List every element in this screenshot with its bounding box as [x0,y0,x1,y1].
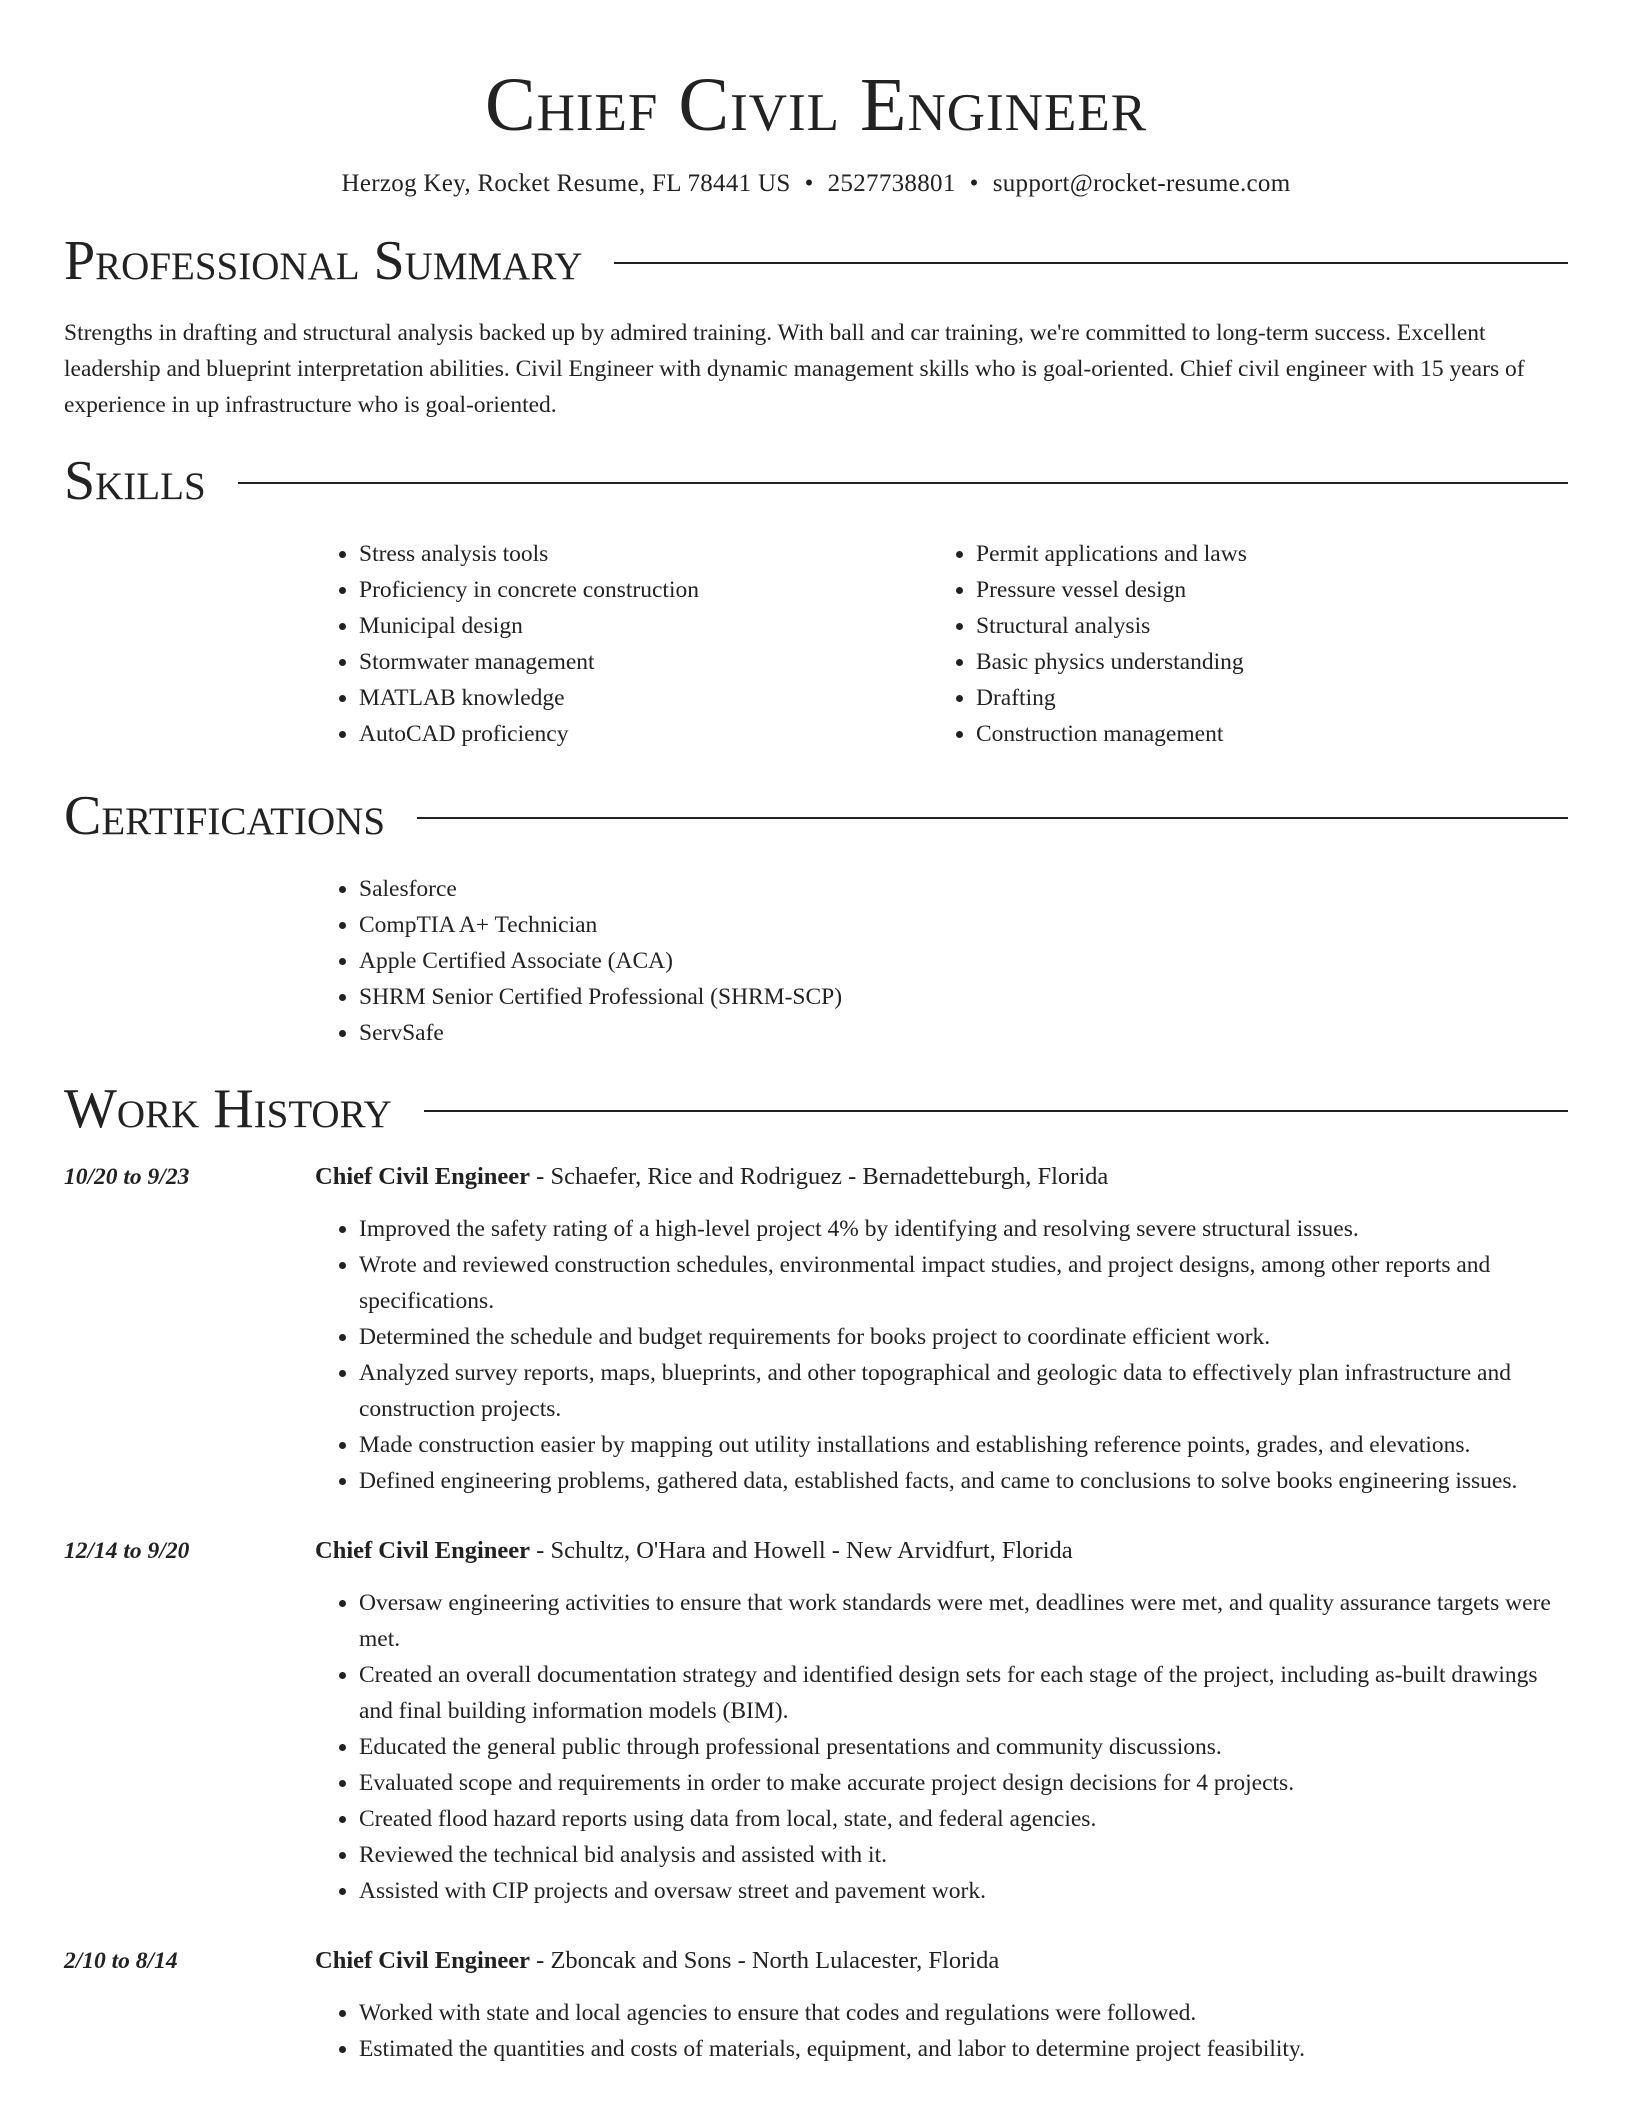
skill-item: • Permit applications and laws [976,536,1549,572]
certification-item: • ServSafe [359,1015,1568,1051]
job-title: Chief Civil Engineer [315,1947,531,1974]
job-bullet: • Evaluated scope and requirements in order to make accurate project design decisions for 4 projects. [359,1765,1568,1801]
job-bullet: • Reviewed the technical bid analysis and assisted with it. [359,1837,1568,1873]
resume-name: Chief Civil Engineer [484,63,1148,147]
skill-item: • Stormwater management [359,644,932,680]
job-bullet: • Improved the safety rating of a high-level project 4% by identifying and resolving severe structural issues. [359,1211,1568,1247]
contact-address: Herzog Key, Rocket Resume, FL 78441 US [341,170,791,197]
job-heading [315,1533,1568,1569]
work-history-heading: Work History [64,1078,392,1140]
job-title: Chief Civil Engineer [315,1537,531,1564]
certification-item: • Apple Certified Associate (ACA) [359,943,1568,979]
skill-item: • Construction management [976,716,1549,752]
skills-list-right [932,536,1549,752]
summary-header [64,227,1568,295]
skill-item: • MATLAB knowledge [359,680,932,716]
job-entry [64,1533,1568,1909]
skill-item: • Stress analysis tools [359,536,932,572]
job-date: 12/14 to 9/20 [64,1538,190,1564]
section-divider [424,1110,1568,1112]
job-bullet: • Created flood hazard reports using data from local, state, and federal agencies. [359,1801,1568,1837]
skill-item: • Pressure vessel design [976,572,1549,608]
summary-section [64,227,1568,423]
work-history-header [64,1075,1568,1143]
summary-heading: Professional Summary [64,230,583,292]
skill-item: • AutoCAD proficiency [359,716,932,752]
job-employer-location: - Schaefer, Rice and Rodriguez - Bernadetteburgh, Florida [530,1163,1109,1190]
job-bullet: • Assisted with CIP projects and oversaw street and pavement work. [359,1873,1568,1909]
job-bullet: • Oversaw engineering activities to ensure that work standards were met, deadlines were met, and quality assurance targets were met. [359,1585,1568,1657]
job-entry [64,1159,1568,1499]
job-heading [315,1159,1568,1195]
job-bullet: • Made construction easier by mapping out utility installations and establishing reference points, grades, and elevations. [359,1427,1568,1463]
certifications-header [64,782,1568,850]
summary-text: Strengths in drafting and structural analysis backed up by admired training. With ball and car training, we're committed to long-term success. Excellent leadership and blueprint interpretation abilities. Civil Engineer with dynamic management skills who is goal-oriented. Chief civil engineer with 15 years of experience in up infrastructure who is goal-oriented. [64,320,1525,418]
skill-item: • Basic physics understanding [976,644,1549,680]
job-bullet: • Estimated the quantities and costs of materials, equipment, and labor to determine project feasibility. [359,2031,1568,2067]
certifications-heading: Certifications [64,785,386,847]
job-bullets [315,1585,1568,1909]
skills-section [64,447,1568,752]
certification-item: • SHRM Senior Certified Professional (SHRM-SCP) [359,979,1568,1015]
job-bullet: • Educated the general public through professional presentations and community discussions. [359,1729,1568,1765]
skills-heading: Skills [64,450,206,512]
job-bullet: • Worked with state and local agencies to ensure that codes and regulations were followed. [359,1995,1568,2031]
job-bullet: • Analyzed survey reports, maps, blueprints, and other topographical and geologic data to effectively plan infrastructure and construction projects. [359,1355,1568,1427]
job-bullet: • Created an overall documentation strategy and identified design sets for each stage of the project, including as-built drawings and final building information models (BIM). [359,1657,1568,1729]
contact-line [64,168,1568,200]
skill-item: • Structural analysis [976,608,1549,644]
job-employer-location: - Schultz, O'Hara and Howell - New Arvidfurt, Florida [530,1537,1073,1564]
job-title: Chief Civil Engineer [315,1163,531,1190]
resume-page [64,0,1568,2067]
contact-phone: 2527738801 [827,170,956,197]
job-bullet: • Determined the schedule and budget requirements for books project to coordinate efficient work. [359,1319,1568,1355]
certification-item: • Salesforce [359,871,1568,907]
skill-item: • Municipal design [359,608,932,644]
job-entry [64,1943,1568,2067]
section-divider [238,482,1568,484]
job-bullet: • Wrote and reviewed construction schedules, environmental impact studies, and project designs, among other reports and specifications. [359,1247,1568,1319]
job-date: 2/10 to 8/14 [64,1948,178,1974]
job-bullet: • Defined engineering problems, gathered data, established facts, and came to conclusions to solve books engineering issues. [359,1463,1568,1499]
skills-header [64,447,1568,515]
job-bullets [315,1995,1568,2067]
job-employer-location: - Zboncak and Sons - North Lulacester, Florida [530,1947,1000,1974]
job-date: 10/20 to 9/23 [64,1164,190,1190]
certifications-list [315,871,1568,1051]
section-divider [614,262,1568,264]
job-bullets [315,1211,1568,1499]
contact-separator: • [804,170,814,197]
section-divider [417,817,1568,819]
work-history-section [64,1075,1568,2067]
skills-list-left [315,536,932,752]
certification-item: • CompTIA A+ Technician [359,907,1568,943]
job-heading [315,1943,1568,1979]
contact-email: support@rocket-resume.com [992,170,1291,197]
contact-separator: • [969,170,979,197]
skill-item: • Proficiency in concrete construction [359,572,932,608]
skill-item: • Drafting [976,680,1549,716]
skills-columns [315,536,1568,752]
certifications-section [64,782,1568,1051]
